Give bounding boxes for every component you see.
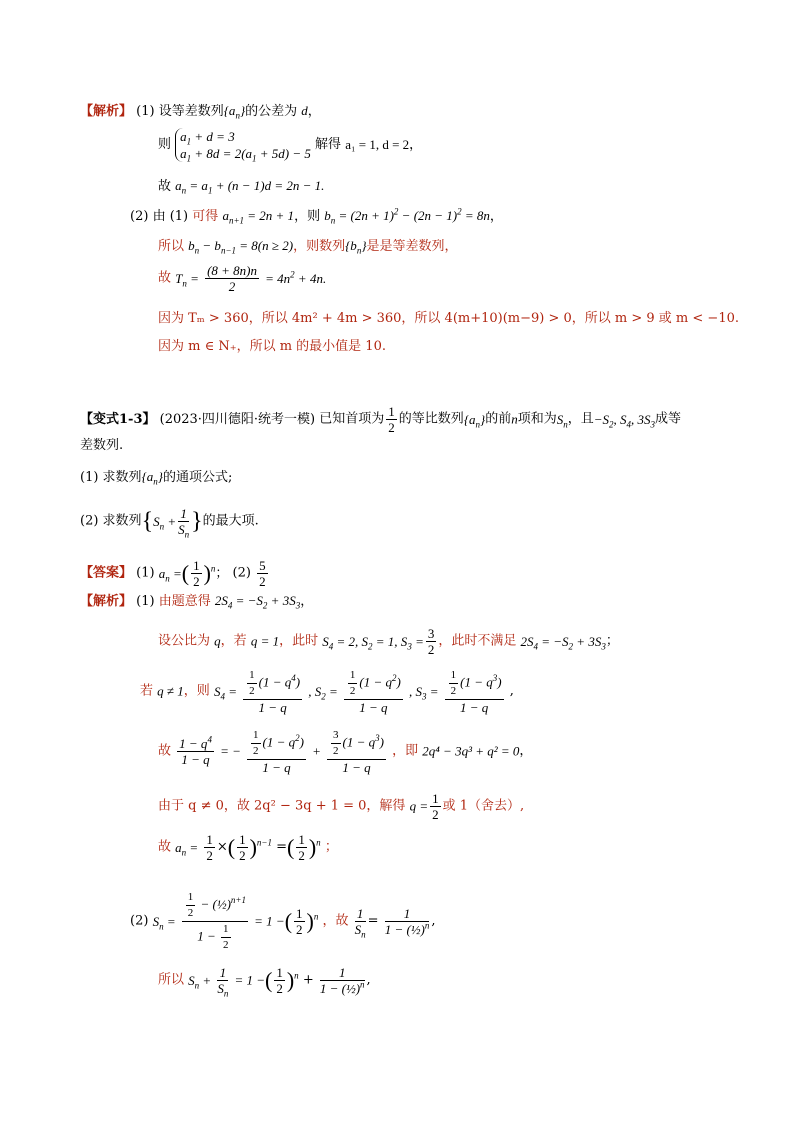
fraction-half: $\frac{1}{2}$ <box>388 404 395 435</box>
answer-tag: 【答案】 <box>80 565 133 581</box>
fraction: $\frac{(8 + 8n)n}{2}$ <box>207 263 257 294</box>
question-1: (1) 求数列$\{a_n\}$的通项公式; <box>80 469 233 487</box>
question-2: (2) 求数列{$S_n$ + $\frac{1}{S_n}$ }的最大项. <box>80 506 259 540</box>
solution-2-line-2: 设公比为 q，若 q = 1，此时 $S_4 = 2$, $S_2 = 1$, $S_3$ = $\frac{3}{2}$ ，此时不满足 $2S_4 = -S_2 + 3S_3$； <box>158 626 619 657</box>
solution-1-line-5: 所以 $b_n - b_{n-1} = 8(n \ge 2)$，则数列$\{b_n\}$是是等差数列， <box>158 238 458 256</box>
solution-1-line-8: 因为 m ∈ N₊，所以 m 的最小值是 10. <box>158 339 386 354</box>
solution-1-line-1: 【解析】 (1) 设等差数列$\{a_n\}$的公差为 d， <box>80 103 321 121</box>
analysis-tag-2: 【解析】 <box>80 594 133 609</box>
solution-2-line-1: 【解析】 (1) 由题意得 $2S_4 = -S_2 + 3S_3$， <box>80 593 314 611</box>
solution-2-line-8: 所以 $S_n$ + $\frac{1}{S_n}$ = 1 −( $\frac{1}{2}$ )$^n$ + $\frac{1}{1 - (\frac{1}{2})^n}$ , <box>158 965 371 999</box>
solution-1-line-7: 因为 Tₘ > 360，所以 4m² + 4m > 360，所以 4(m+10)(m−9) > 0，所以 m > 9 或 m < −10. <box>158 311 739 326</box>
problem-stem-line-2: 差数列. <box>80 438 124 453</box>
solution-1-line-3: 故 $a_n = a_1 + (n - 1)d = 2n - 1$. <box>158 178 325 196</box>
variant-tag: 【变式1-3】 <box>80 412 156 427</box>
solution-2-line-3: 若 q ≠ 1，则 $S_4$ = $\frac{1}{2}$ $(1 - q^4)$ 1 − q , $S_2$ = $\frac{1}{2}$ $(1 - q^2)$ 1 − q , $S_3$ = $\frac{1}{2}$ $(1 - q^3)$ 1 − q , <box>140 669 514 715</box>
solution-2-line-5: 由于 q ≠ 0，故 2q² − 3q + 1 = 0，解得 q = $\frac{1}{2}$ 或 1（舍去）, <box>158 791 525 822</box>
equation-system: $a_1 + d = 3$ $a_1 + 8d = 2(a_1 + 5d) - 5$ <box>175 128 311 162</box>
solution-2-line-6: 故 $a_n$ = $\frac{1}{2}$ ×( $\frac{1}{2}$ )$^{n-1}$ =( $\frac{1}{2}$ )$^n$ ； <box>158 832 338 863</box>
problem-stem-line-1: 【变式1-3】 (2023·四川德阳·统考一模) 已知首项为 $\frac{1}{2}$ 的等比数列$\{a_n\}$的前n项和为$S_n$，且$-S_2$, $S_4$, $3S_3$成等 <box>80 404 682 435</box>
solution-2-line-7: (2) $S_n$ = $\frac{1}{2}$ − (½)$^{n+1}$ 1 − $\frac{1}{2}$ = 1 −( $\frac{1}{2}$ )$^n$ ，故 $\frac{1}{S_n}$ = $\frac{1}{1 - (\frac{1}{2})^n}$ , <box>130 891 436 951</box>
analysis-tag: 【解析】 <box>80 104 133 119</box>
solution-1-line-2: 则 $a_1 + d = 3$ $a_1 + 8d = 2(a_1 + 5d) - 5$ 解得 a₁ = 1, d = 2， <box>158 129 423 164</box>
solution-2-line-4: 故 $\frac{1 - q^4}{1 - q}$ = − $\frac{1}{2}$ $(1 - q^2)$ 1 − q + $\frac{3}{2}$ $(1 - q^3)$ 1 − q ，即 2q⁴ − 3q³ + q² = 0， <box>158 729 533 775</box>
answer-line: 【答案】 (1) $a_n$ =( $\frac{1}{2}$ )$^n$； (2) $\frac{5}{2}$ <box>80 558 266 589</box>
solution-1-line-6: 故 $T_n$ = $\frac{(8 + 8n)n}{2}$ = $4n^2 + 4n$. <box>158 263 327 294</box>
solution-1-line-4: (2) 由 (1) 可得 $a_{n+1} = 2n + 1$，则 $b_n = (2n + 1)^2 - (2n - 1)^2 = 8n$， <box>130 206 503 226</box>
answer-2-fraction: $\frac{5}{2}$ <box>259 558 266 589</box>
